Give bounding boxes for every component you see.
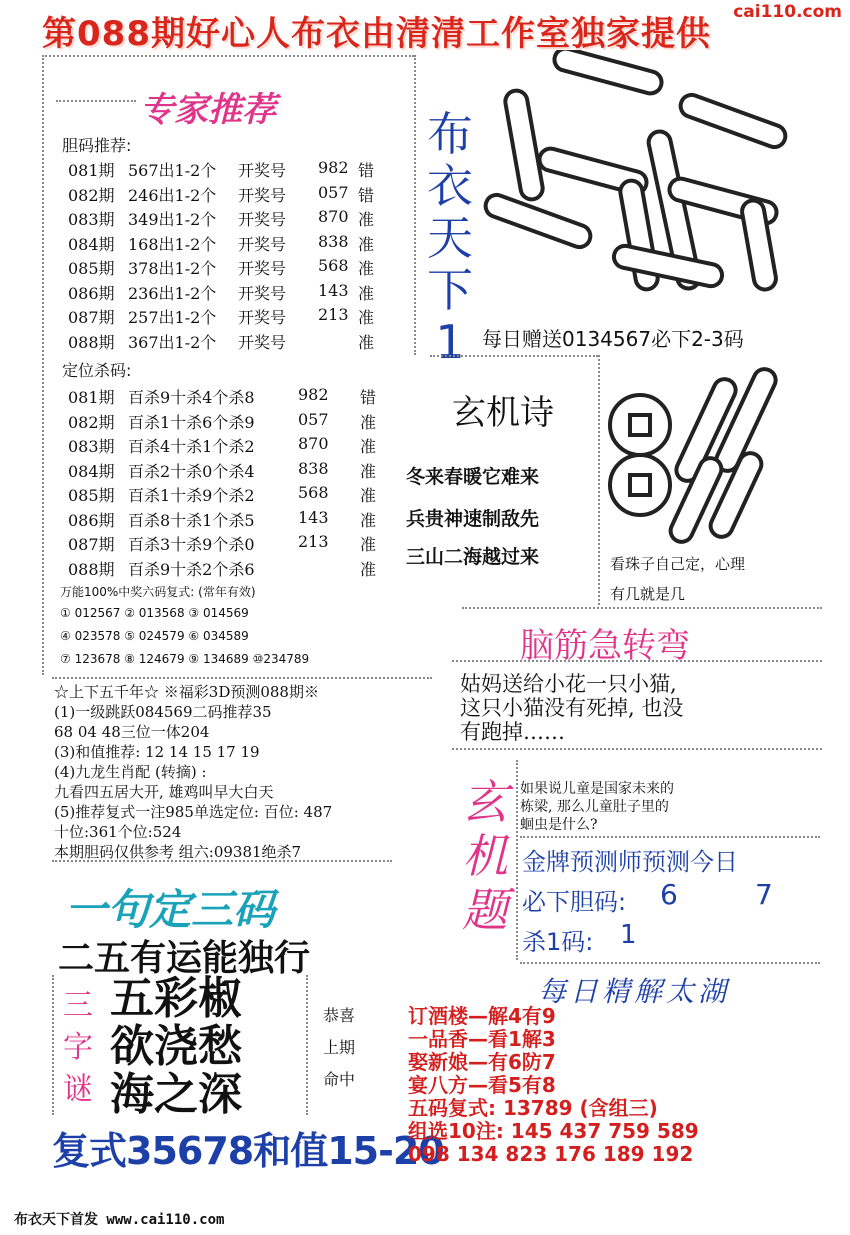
pos-row: [68, 459, 400, 482]
history-line: ☆上下五千年☆ ※福彩3D预测088期※: [54, 683, 319, 701]
history-line: (4)九龙生肖配 (转摘) :: [54, 763, 207, 781]
taihu-line: 五码复式: 13789 (含组三): [408, 1096, 658, 1120]
dan-cell: 开奖号: [238, 210, 287, 229]
congrats-block: [323, 1000, 355, 1096]
vertical-char: 字: [63, 1030, 93, 1065]
history-block: [54, 682, 332, 862]
vertical-char: 1: [435, 315, 465, 369]
pos-cell: 982: [298, 385, 329, 404]
buyi-vertical: [424, 108, 476, 368]
pos-cell: 087期: [68, 535, 115, 554]
dan-row: [68, 183, 374, 206]
pos-cell: 百杀9十杀2个杀6: [128, 559, 255, 579]
dan-cell: 087期: [68, 308, 115, 327]
pos-cell: 086期: [68, 510, 115, 530]
pos-cell: 084期: [68, 461, 115, 481]
yiju-heading: 一句定三码: [65, 885, 276, 934]
divider: [452, 660, 822, 662]
pos-row: [68, 483, 400, 506]
taihu-line: 娶新娘—有6防7: [408, 1050, 556, 1074]
dan-cell: 开奖号: [238, 332, 287, 352]
congrats-line: 上期: [323, 1038, 356, 1057]
dan-cell: 143: [318, 280, 349, 300]
dan-row: [68, 256, 374, 279]
dan-cell: 错: [358, 185, 375, 205]
dan-cell: [318, 330, 358, 353]
vertical-char: 天: [427, 211, 473, 265]
pos-cell: 准: [360, 559, 377, 579]
riddle-block: [110, 975, 242, 1119]
question-line: 蛔虫是什么?: [520, 817, 598, 833]
naojin-line: 姑妈送给小花一只小猫,: [460, 672, 677, 696]
daily-gift: 每日赠送0134567必下2-3码: [482, 327, 744, 351]
digit-segment: [504, 89, 545, 201]
dan-cell: 083期: [68, 210, 115, 229]
digit-segment: [483, 192, 594, 250]
pos-cell: 错: [360, 388, 377, 407]
fushi-text: 复式35678和值15-20: [52, 1129, 444, 1173]
pos-cell: 准: [360, 461, 377, 481]
vertical-char: 题: [462, 883, 508, 937]
dan-cell: 870: [318, 207, 349, 226]
pos-row: [68, 508, 400, 531]
dan-cell: 开奖号: [238, 283, 287, 303]
pos-cell: 百杀1十杀9个杀2: [128, 486, 255, 505]
buyi-char: [424, 108, 476, 368]
dan-row: [68, 330, 374, 353]
pos-cell: 百杀2十杀0个杀4: [128, 461, 255, 481]
kill-code-value: 1: [620, 920, 637, 950]
dan-row: [68, 158, 374, 181]
dan-cell: 378出1-2个: [128, 259, 217, 278]
pos-row: [68, 532, 400, 555]
footer-text: 布衣天下首发 www.cai110.com: [14, 1212, 225, 1228]
dan-cell: 开奖号: [238, 259, 287, 278]
taihu-block: [408, 1005, 699, 1166]
pos-cell: 057: [298, 409, 329, 429]
dan-cell: 开奖号: [238, 234, 287, 254]
site-logo[interactable]: cai110.com: [733, 2, 842, 22]
dan-cell: 开奖号: [238, 161, 287, 180]
pos-cell: 085期: [68, 486, 115, 505]
pos-row: [68, 385, 400, 408]
dan-label: 胆码推荐:: [62, 136, 132, 155]
divider: [516, 760, 518, 960]
dan-cell: 236出1-2个: [128, 283, 217, 303]
pos-row: [68, 557, 400, 580]
dan-cell: 213: [318, 305, 349, 324]
pos-cell: 870: [298, 434, 329, 453]
taihu-line: 订酒楼—解4有9: [408, 1004, 556, 1028]
divider: [42, 55, 414, 57]
coin-hole: [630, 475, 650, 495]
dan-cell: 257出1-2个: [128, 308, 217, 327]
wanneng-row: ⑦ 123678 ⑧ 124679 ⑨ 134689 ⑩234789: [60, 652, 310, 666]
divider: [56, 100, 136, 102]
dan-cell: 367出1-2个: [128, 332, 217, 352]
dan-cell: 982: [318, 158, 349, 177]
taihu-line: 一品香—看1解3: [408, 1027, 556, 1051]
poem-line: 兵贵神速制敌先: [406, 508, 540, 530]
taihu-line: 组选10注: 145 437 759 589: [408, 1119, 699, 1143]
dan-cell: 088期: [68, 332, 115, 352]
wanneng-label: 万能100%中奖六码复式: (常年有效): [60, 585, 256, 599]
page-title: 第088期好心人布衣由清清工作室独家提供: [42, 14, 711, 54]
dan-cell: 057: [318, 182, 349, 202]
pos-cell: [298, 557, 360, 580]
history-line: (5)推荐复式一注985单选定位: 百位: 487: [54, 803, 333, 821]
pos-row: [68, 434, 400, 457]
vertical-char: 机: [462, 829, 508, 883]
dan-cell: 246出1-2个: [128, 185, 217, 205]
dan-cell: 168出1-2个: [128, 234, 217, 254]
san-zi-mi: [58, 985, 98, 1111]
pos-cell: 838: [298, 458, 329, 478]
history-line: (3)和值推荐: 12 14 15 17 19: [54, 743, 260, 761]
big-number-graphic: [478, 50, 813, 330]
pos-cell: 百杀4十杀1个杀2: [128, 437, 255, 456]
divider: [452, 748, 822, 750]
pos-cell: 568: [298, 483, 329, 502]
digit-segment: [612, 244, 724, 288]
pos-cell: 准: [360, 412, 377, 432]
vertical-char: 下: [427, 263, 473, 317]
vertical-char: 三: [63, 988, 93, 1023]
dan-cell: 084期: [68, 234, 115, 254]
san-zi-mi-char: [58, 985, 98, 1111]
dan-cell: 开奖号: [238, 185, 287, 205]
dan-cell: 081期: [68, 161, 115, 180]
expert-heading: 专家推荐: [140, 90, 276, 130]
pos-cell: 百杀9十杀4个杀8: [128, 388, 255, 407]
coin-note: 看珠子自己定，心理: [610, 555, 746, 573]
congrats-line: 恭喜: [323, 1006, 356, 1025]
history-line: (1)一级跳跃084569二码推荐35: [54, 703, 272, 721]
pos-cell: 083期: [68, 437, 115, 456]
vertical-char: 谜: [63, 1072, 93, 1107]
wanneng-row: ④ 023578 ⑤ 024579 ⑥ 034589: [60, 629, 249, 643]
pos-cell: 百杀8十杀1个杀5: [128, 510, 255, 530]
coin-hole: [630, 415, 650, 435]
divider: [42, 55, 44, 675]
vertical-char: 衣: [427, 159, 473, 213]
divider: [414, 55, 416, 355]
gold-title: 金牌预测师预测今日: [522, 848, 738, 876]
dan-row: [68, 305, 374, 328]
dan-cell: 准: [358, 234, 375, 254]
pos-cell: 准: [360, 510, 377, 530]
xuanji-ti-vertical: [455, 775, 515, 937]
dan-cell: 准: [358, 259, 375, 278]
naojin-heading: 脑筋急转弯: [520, 626, 690, 666]
question-line: 如果说儿童是国家未来的: [520, 781, 674, 797]
pos-cell: 准: [360, 535, 377, 554]
digit-segment: [678, 92, 789, 150]
congrats-line: 命中: [323, 1070, 356, 1089]
riddle-line: 欲浇愁: [110, 1021, 242, 1072]
dan-cell: 错: [358, 161, 375, 180]
pos-cell: 准: [360, 486, 377, 505]
question-line: 栋梁, 那么儿童肚子里的: [520, 799, 669, 815]
pos-label: 定位杀码:: [62, 361, 132, 380]
vertical-char: 布: [427, 107, 473, 161]
pos-cell: 百杀1十杀6个杀9: [128, 412, 255, 432]
history-line: 十位:361个位:524: [54, 823, 182, 841]
coins-graphic: [600, 355, 830, 555]
dan-cell: 准: [358, 332, 375, 352]
dan-cell: 086期: [68, 283, 115, 303]
history-line: 九看四五居大开, 雄鸡叫早大白天: [54, 783, 274, 801]
dan-row: [68, 207, 374, 230]
dan-cell: 准: [358, 210, 375, 229]
history-line: 68 04 48三位一体204: [54, 723, 210, 741]
divider: [430, 355, 598, 357]
pos-cell: 082期: [68, 412, 115, 432]
dan-code-label: 必下胆码:: [522, 888, 627, 916]
pos-cell: 准: [360, 437, 377, 456]
divider: [52, 975, 54, 1115]
poem-line: 冬来春暖它难来: [406, 466, 540, 488]
riddle-line: 海之深: [110, 1069, 242, 1120]
riddle-line: 五彩椒: [110, 973, 242, 1024]
dan-cell: 准: [358, 283, 375, 303]
pos-cell: 081期: [68, 388, 115, 407]
naojin-line: 这只小猫没有死掉, 也没: [460, 696, 684, 720]
pos-row: [68, 410, 400, 433]
pos-cell: 213: [298, 532, 329, 551]
naojin-line: 有跑掉……: [460, 720, 565, 744]
divider: [306, 975, 308, 1115]
vertical-char: 玄: [462, 775, 508, 829]
dan-cell: 838: [318, 231, 349, 251]
dan-cell: 085期: [68, 259, 115, 278]
divider: [52, 677, 432, 679]
dan-row: [68, 232, 374, 255]
dan-cell: 082期: [68, 185, 115, 205]
pos-cell: 088期: [68, 559, 115, 579]
poem-line: 三山二海越过来: [406, 546, 540, 568]
dan-cell: 开奖号: [238, 308, 287, 327]
taihu-line: 宴八方—看5有8: [408, 1073, 556, 1097]
taihu-heading: 每日精解太湖: [538, 975, 731, 1008]
digit-segment: [552, 50, 664, 96]
xuanji-ti-char: [455, 775, 515, 937]
dan-code-a: 6: [660, 878, 678, 911]
divider: [520, 962, 820, 964]
divider: [462, 607, 822, 609]
pos-cell: 百杀3十杀9个杀0: [128, 535, 255, 554]
dan-cell: 349出1-2个: [128, 210, 217, 229]
xuanji-shi-heading: 玄机诗: [452, 393, 554, 433]
dan-cell: 准: [358, 308, 375, 327]
wanneng-row: ① 012567 ② 013568 ③ 014569: [60, 606, 249, 620]
history-line: 本期胆码仅供参考 组六:09381绝杀7: [54, 843, 302, 861]
dan-row: [68, 281, 374, 304]
divider: [520, 836, 820, 838]
coin-note: 有几就是几: [610, 585, 686, 603]
kill-code-label: 杀1码:: [522, 928, 594, 956]
dan-code-b: 7: [755, 878, 773, 911]
taihu-line: 098 134 823 176 189 192: [408, 1142, 694, 1166]
xuanji-question: [520, 780, 674, 834]
divider: [52, 860, 392, 862]
dan-cell: 567出1-2个: [128, 161, 217, 180]
dan-cell: 568: [318, 256, 349, 275]
pos-cell: 143: [298, 507, 329, 527]
yiju-sentence: 二五有运能独行: [58, 938, 311, 979]
